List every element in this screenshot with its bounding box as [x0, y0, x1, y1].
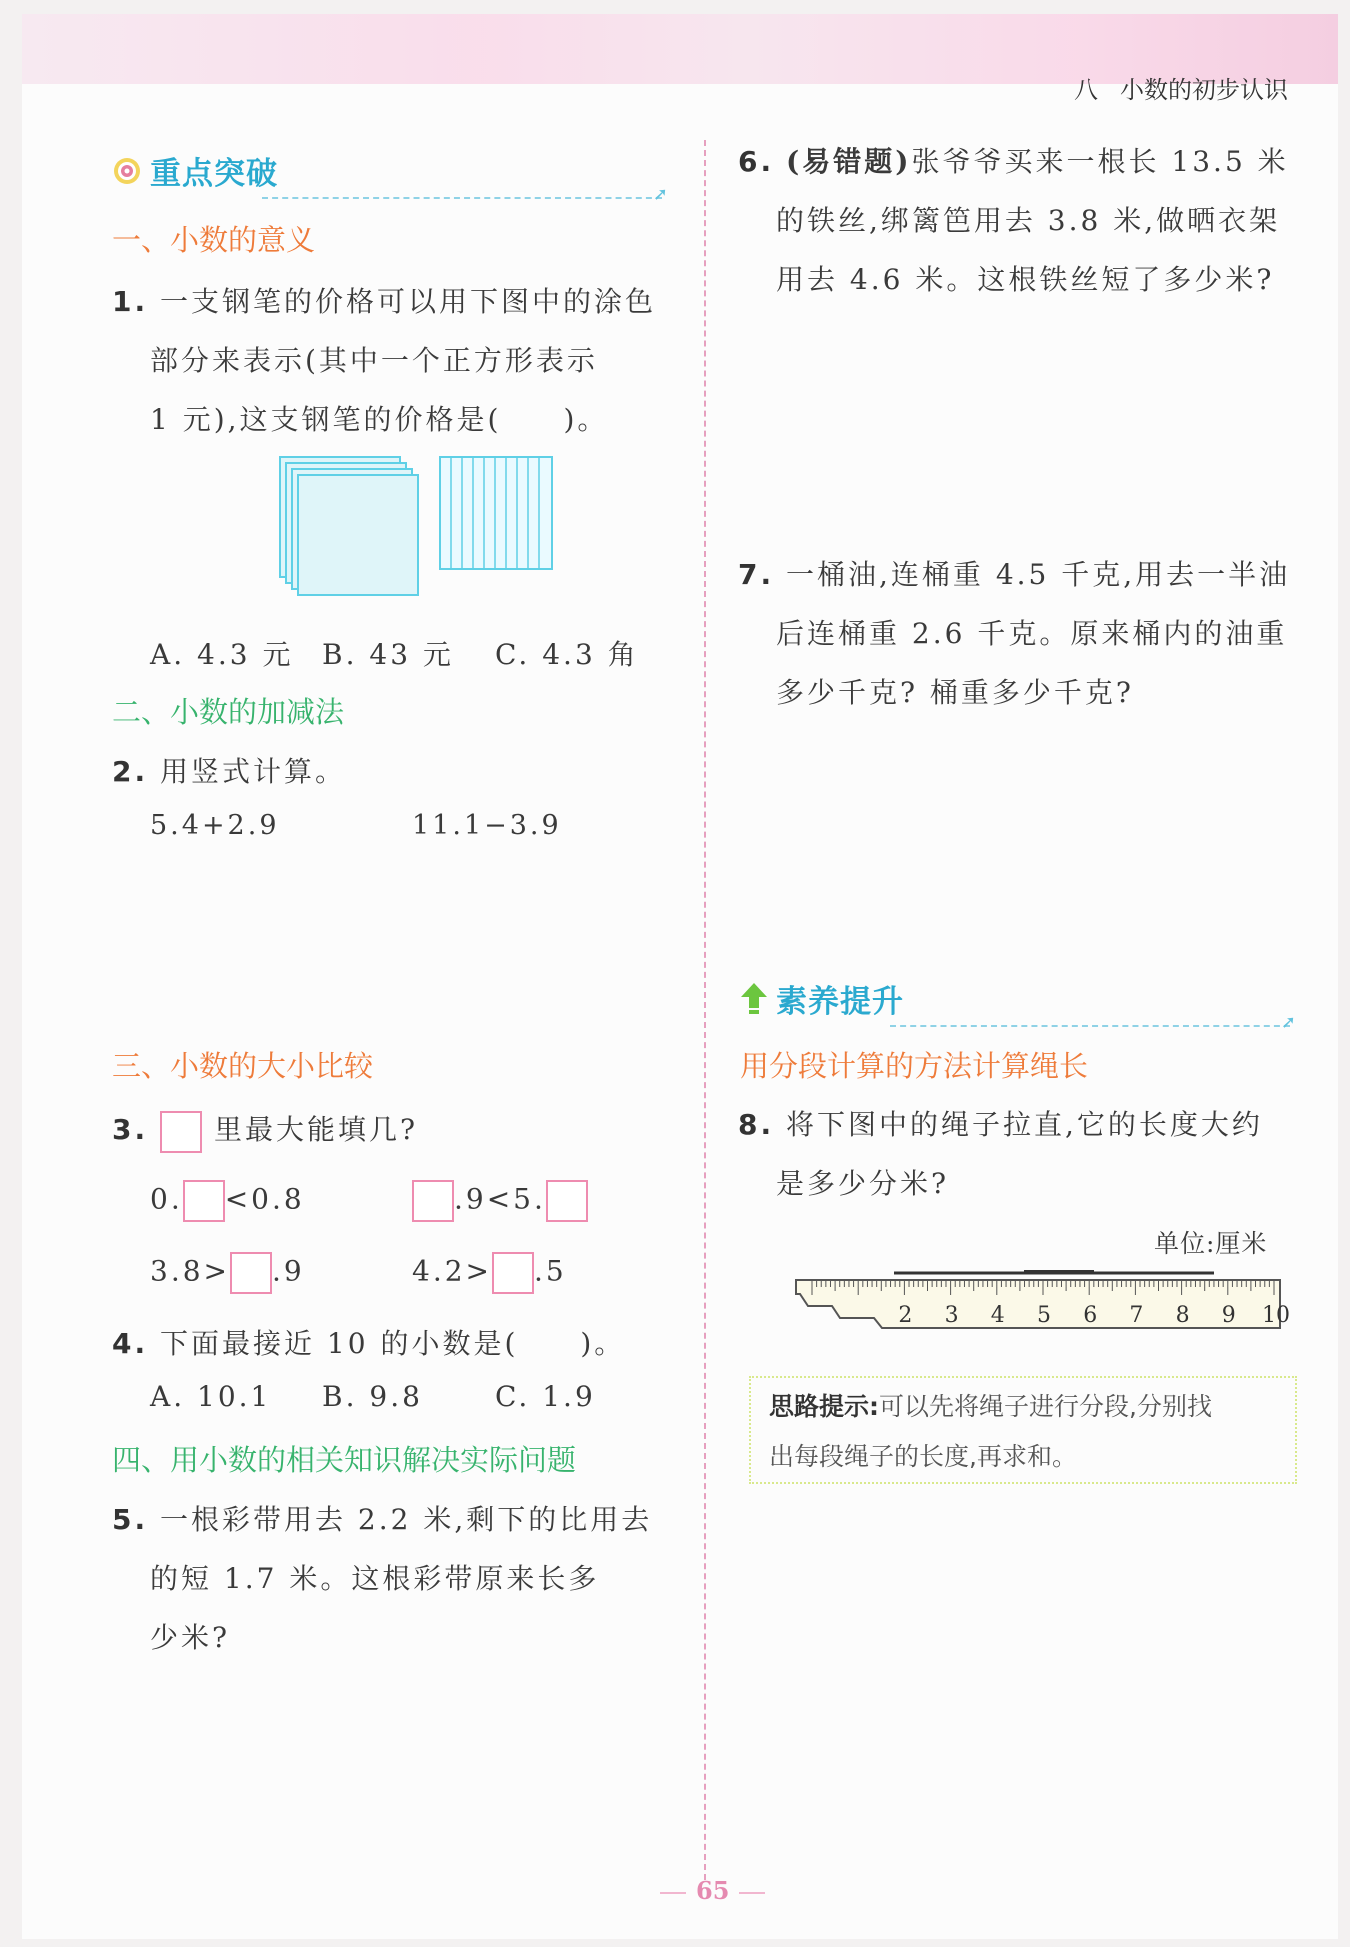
question-number: 2. [112, 755, 149, 788]
question-5-line-2: 的短 1.7 米。这根彩带原来长多 [150, 1562, 600, 1595]
question-number: 1. [112, 285, 149, 318]
question-text: 里最大能填几? [213, 1113, 418, 1146]
answer-box[interactable] [230, 1252, 272, 1294]
chapter-header [1074, 70, 1288, 105]
question-number: 3. [112, 1113, 149, 1146]
answer-box[interactable] [412, 1180, 454, 1222]
unit-label: 单位:厘米 [1154, 1229, 1268, 1258]
section-heading-improvement [740, 976, 1296, 1033]
question-5-line-1 [112, 1498, 652, 1538]
corner-arrow-icon: ➚ [1280, 1012, 1296, 1033]
page-number: 65 [650, 1876, 775, 1905]
answer-box[interactable] [492, 1252, 534, 1294]
question-1-line-3: 1 元),这支钢笔的价格是( )。 [150, 403, 609, 436]
section-heading-key-points [112, 148, 668, 205]
ruler-figure [794, 1266, 1290, 1336]
compare-a [150, 1180, 305, 1222]
chapter-title: 小数的初步认识 [1120, 76, 1288, 104]
subheading-practical-problems: 四、用小数的相关知识解决实际问题 [112, 1443, 577, 1477]
expression-1: 5.4+2.9 [150, 810, 280, 841]
hint-box [749, 1376, 1297, 1484]
compare-c-suffix: .9 [272, 1254, 305, 1288]
compare-b-text: .9<5. [454, 1182, 546, 1216]
ruler-label: 6 [1083, 1303, 1098, 1328]
subheading-rope-length: 用分段计算的方法计算绳长 [740, 1049, 1089, 1083]
section-title: 重点突破 [150, 156, 278, 192]
question-8-line-1 [738, 1103, 1263, 1143]
ruler-label: 9 [1221, 1303, 1236, 1328]
question-6-line-2: 的铁丝,绑篱笆用去 3.8 米,做晒衣架 [776, 204, 1281, 237]
expression-2: 11.1−3.9 [412, 810, 562, 841]
ruler-label: 2 [898, 1303, 913, 1328]
question-2 [112, 750, 346, 790]
question-text: 一桶油,连桶重 4.5 千克,用去一半油 [786, 558, 1291, 591]
hint-label: 思路提示: [769, 1392, 879, 1421]
section-rule [890, 1025, 1290, 1027]
hint-text: 可以先将绳子进行分段,分别找 [879, 1392, 1212, 1421]
chapter-number: 八 [1074, 76, 1098, 104]
q4-option-a[interactable]: A. 10.1 [150, 1380, 272, 1413]
up-arrow-icon [740, 982, 768, 1016]
hint-line-1 [769, 1382, 1277, 1432]
question-1-line-2: 部分来表示(其中一个正方形表示 [150, 344, 598, 377]
compare-c [150, 1252, 305, 1294]
compare-b [412, 1180, 588, 1222]
subheading-compare-decimals: 三、小数的大小比较 [112, 1049, 374, 1083]
question-text: 张爷爷买来一根长 13.5 米 [911, 145, 1289, 178]
answer-box[interactable] [160, 1111, 202, 1153]
q4-option-b[interactable]: B. 9.8 [322, 1380, 423, 1413]
question-7-line-3: 多少千克? 桶重多少千克? [776, 676, 1134, 709]
question-4 [112, 1322, 625, 1362]
ruler-label: 3 [944, 1303, 959, 1328]
question-3 [112, 1108, 418, 1153]
option-b[interactable]: B. 43 元 [322, 638, 454, 671]
question-text: 用竖式计算。 [160, 755, 347, 788]
question-7-line-1 [738, 553, 1290, 593]
subheading-add-subtract: 二、小数的加减法 [112, 695, 345, 729]
question-8-line-2: 是多少分米? [776, 1167, 950, 1200]
question-number: 5. [112, 1503, 149, 1536]
ruler-label: 8 [1175, 1303, 1190, 1328]
question-text: 一根彩带用去 2.2 米,剩下的比用去 [160, 1503, 653, 1536]
question-6-line-1 [738, 140, 1289, 180]
corner-arrow-icon: ➚ [652, 184, 668, 205]
option-c[interactable]: C. 4.3 角 [495, 638, 639, 671]
question-tag: (易错题) [786, 145, 912, 178]
compare-d-prefix: 4.2> [412, 1254, 492, 1288]
ruler-label: 5 [1037, 1303, 1051, 1328]
target-icon [112, 156, 142, 186]
question-number: 4. [112, 1327, 149, 1360]
option-a[interactable]: A. 4.3 元 [150, 638, 294, 671]
ruler-label: 10 [1262, 1303, 1290, 1328]
compare-a-suffix: <0.8 [224, 1182, 305, 1216]
ruler-label: 7 [1129, 1303, 1144, 1328]
question-number: 6. [738, 145, 775, 178]
question-5-line-3: 少米? [150, 1621, 231, 1654]
column-divider [704, 140, 706, 1880]
ruler-label: 4 [990, 1303, 1005, 1328]
answer-box[interactable] [546, 1180, 588, 1222]
compare-c-prefix: 3.8> [150, 1254, 230, 1288]
subheading-decimal-meaning: 一、小数的意义 [112, 223, 316, 257]
compare-a-prefix: 0. [150, 1182, 183, 1216]
question-7-line-2: 后连桶重 2.6 千克。原来桶内的油重 [776, 617, 1288, 650]
hint-line-2: 出每段绳子的长度,再求和。 [769, 1442, 1077, 1471]
section-title: 素养提升 [776, 984, 904, 1020]
question-number: 8. [738, 1108, 775, 1141]
question-text: 下面最接近 10 的小数是( )。 [160, 1327, 626, 1360]
question-text: 一支钢笔的价格可以用下图中的涂色 [160, 285, 657, 318]
squares-figure [270, 455, 550, 605]
question-number: 7. [738, 558, 775, 591]
compare-d [412, 1252, 567, 1294]
compare-d-suffix: .5 [534, 1254, 567, 1288]
answer-box[interactable] [183, 1180, 225, 1222]
section-rule [262, 197, 662, 199]
q4-option-c[interactable]: C. 1.9 [495, 1380, 596, 1413]
question-6-line-3: 用去 4.6 米。这根铁丝短了多少米? [776, 263, 1275, 296]
question-1-line-1 [112, 280, 656, 320]
question-text: 将下图中的绳子拉直,它的长度大约 [786, 1108, 1263, 1141]
